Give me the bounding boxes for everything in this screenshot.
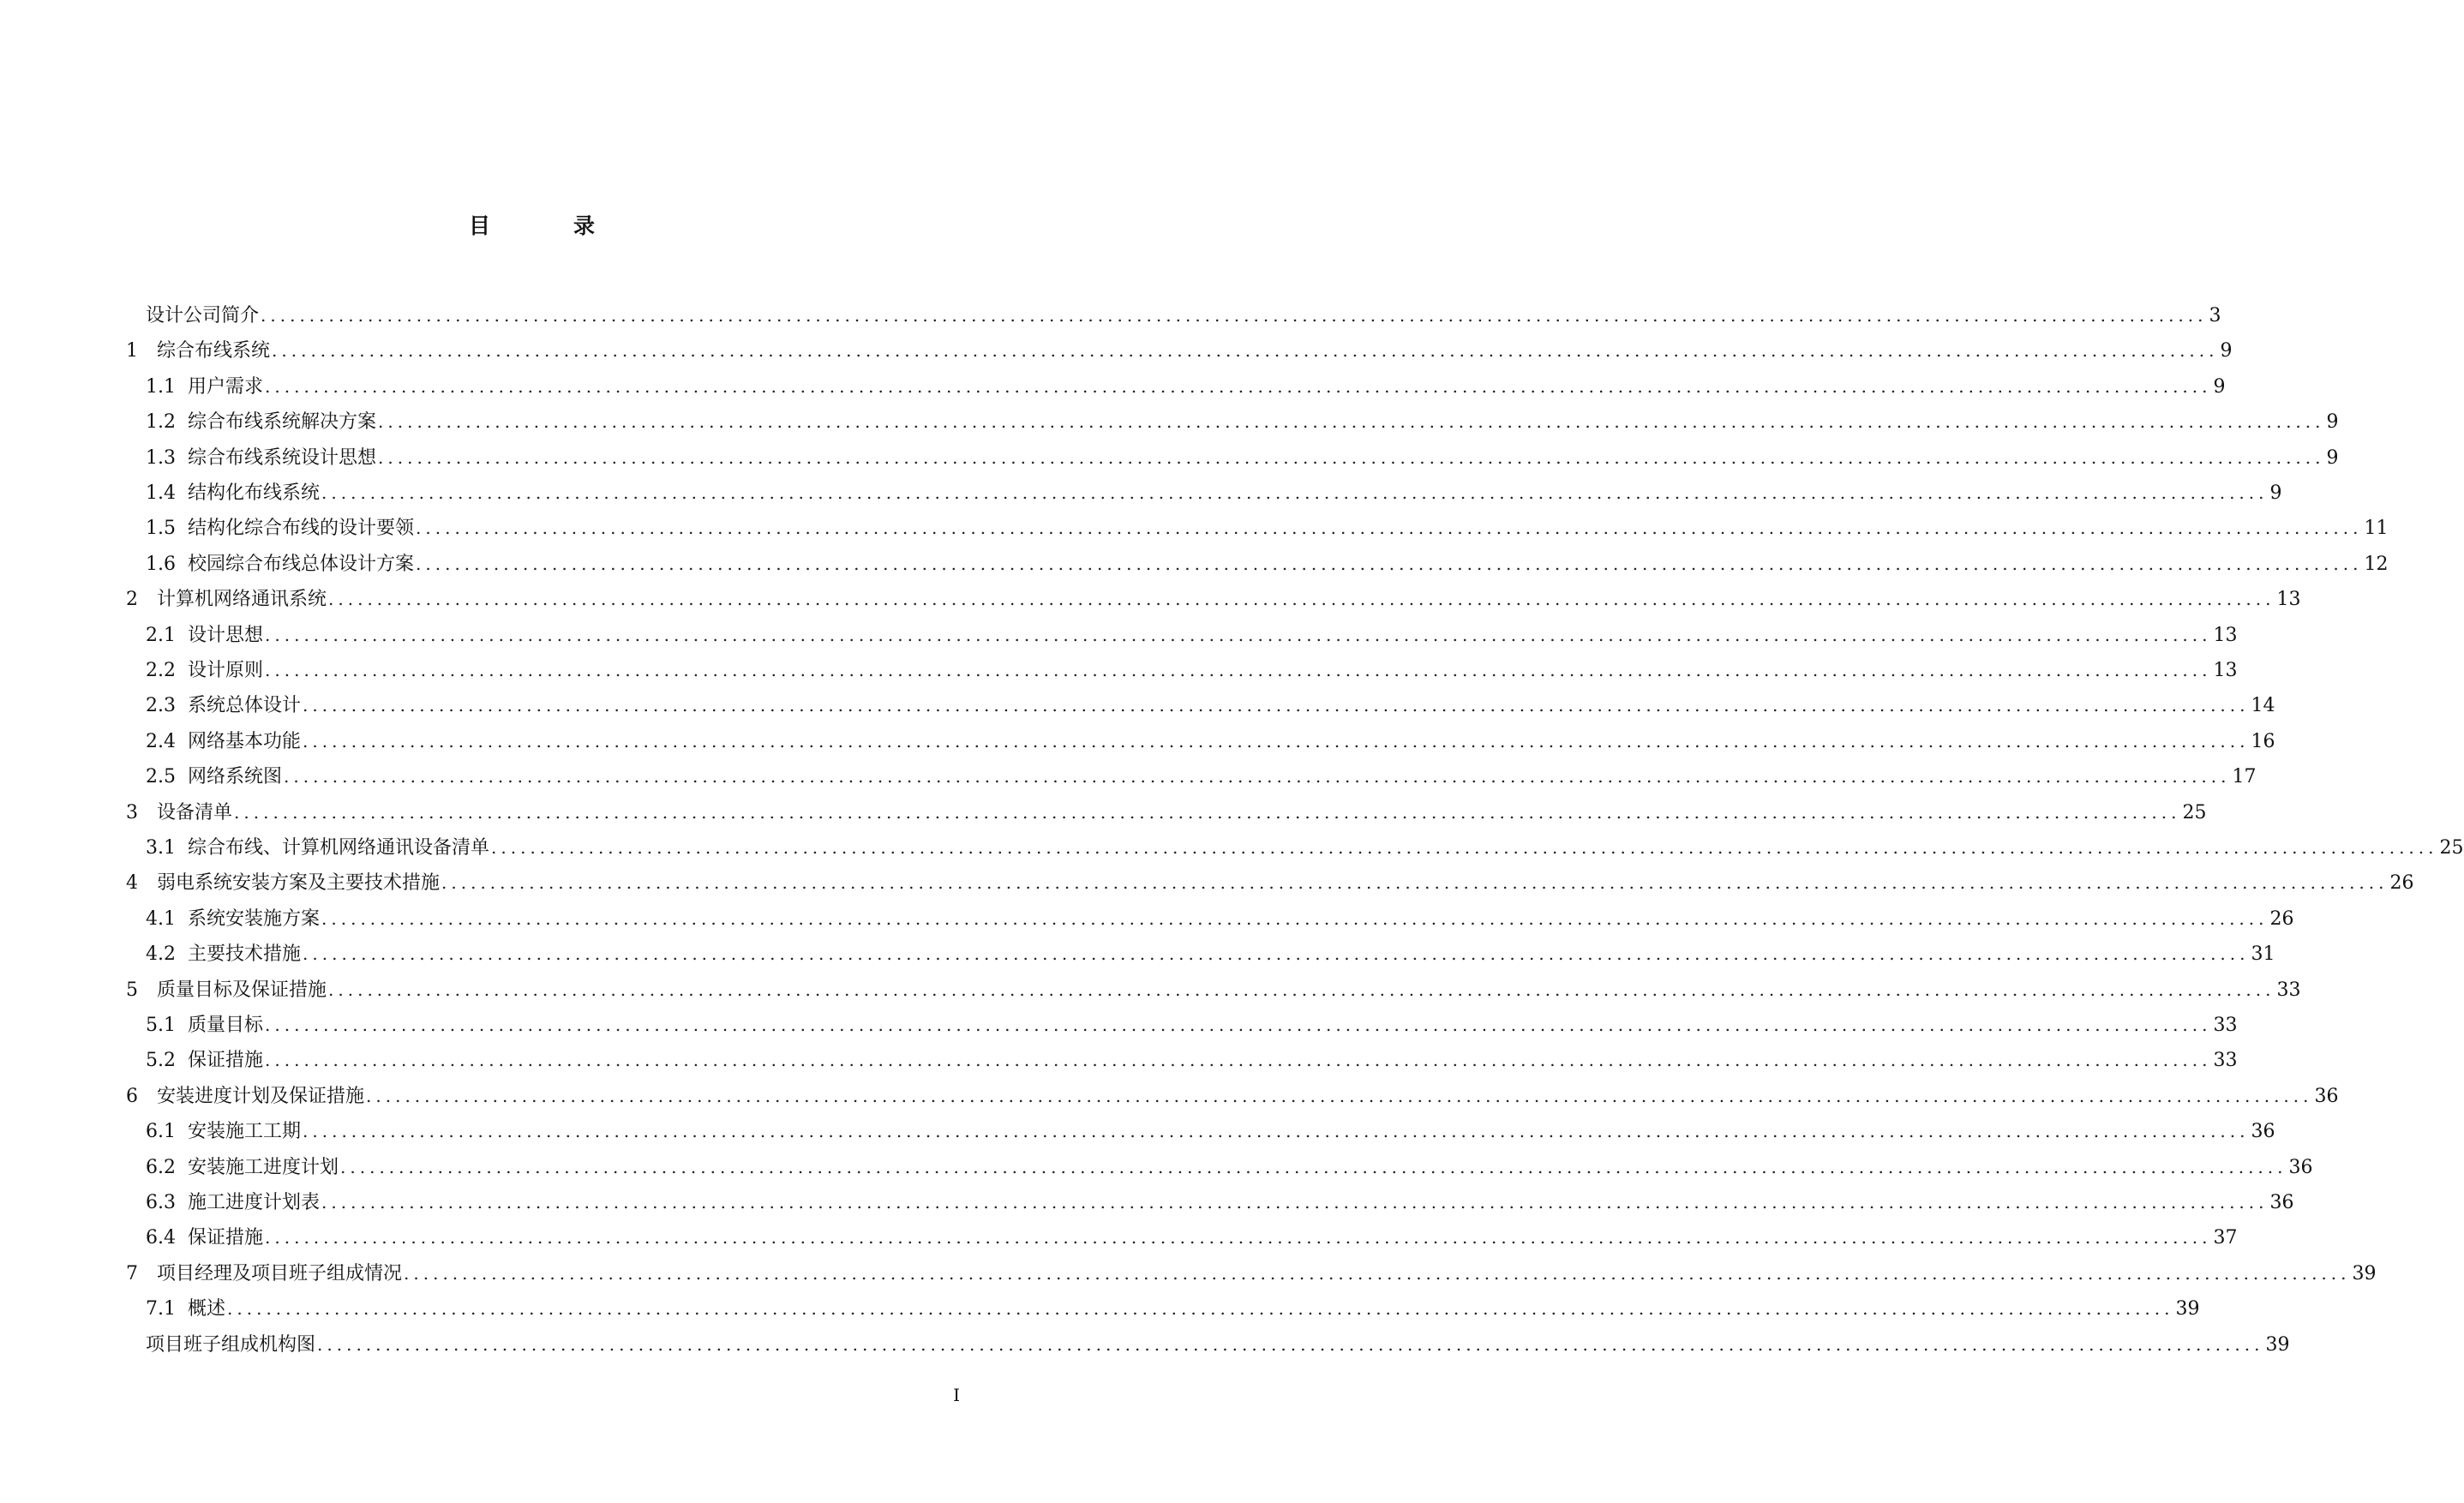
toc-leader-dots: ........................................................................................................................................................................................................: [321, 1192, 2269, 1213]
toc-leader-dots: ........................................................................................................................................................................................................: [265, 625, 2212, 645]
toc-entry[interactable]: [146, 728, 2275, 755]
toc-entry-label: 网络基本功能: [188, 731, 302, 752]
toc-entry-page: 14: [2251, 695, 2275, 716]
toc-entry-number: 6: [126, 1086, 138, 1107]
toc-leader-dots: ........................................................................................................................................................................................................: [321, 482, 2269, 503]
toc-entry-page: 36: [2314, 1086, 2339, 1107]
toc-entry-number: 2: [126, 589, 138, 610]
toc-entry-number: 4.1: [146, 908, 176, 930]
toc-entry-page: 37: [2213, 1227, 2238, 1249]
toc-entry[interactable]: [146, 1295, 2200, 1322]
toc-entry-number: 5: [126, 979, 138, 1001]
toc-entry-number: 5.1: [146, 1015, 176, 1036]
toc-leader-dots: ........................................................................................................................................................................................................: [265, 1015, 2212, 1035]
toc-leader-dots: ........................................................................................................................................................................................................: [303, 943, 2250, 964]
toc-entry-number: 2.3: [146, 695, 176, 716]
toc-leader-dots: ........................................................................................................................................................................................................: [265, 376, 2212, 397]
toc-entry-label: 弱电系统安装方案及主要技术措施: [157, 872, 441, 894]
toc-leader-dots: ........................................................................................................................................................................................................: [416, 518, 2363, 538]
toc-entry-number: 1.2: [146, 411, 176, 433]
toc-entry-number: 6.4: [146, 1227, 176, 1249]
toc-entry[interactable]: [146, 656, 2238, 684]
toc-entry-page: 12: [2364, 554, 2389, 575]
toc-entry-label: 设计原则: [188, 660, 264, 681]
toc-entry[interactable]: [146, 1153, 2313, 1181]
toc-entry[interactable]: [146, 621, 2238, 649]
toc-entry[interactable]: [146, 834, 2464, 861]
toc-entry-page: 36: [2288, 1157, 2313, 1178]
toc-entry-page: 13: [2213, 625, 2238, 646]
toc-entry-page: 25: [2182, 802, 2207, 823]
toc-entry-number: 1.1: [146, 376, 176, 398]
toc-entry-number: 6.3: [146, 1192, 176, 1213]
page-number: I: [953, 1385, 960, 1405]
toc-leader-dots: ........................................................................................................................................................................................................: [265, 1227, 2212, 1248]
toc-entry-label: 质量目标及保证措施: [157, 979, 327, 1001]
toc-leader-dots: ........................................................................................................................................................................................................: [227, 1298, 2174, 1319]
toc-leader-dots: ........................................................................................................................................................................................................: [404, 1263, 2351, 1284]
toc-entry-label: 结构化布线系统: [188, 482, 321, 504]
toc-entry-label: 概述: [188, 1298, 226, 1320]
toc-entry-label: 校园综合布线总体设计方案: [188, 554, 415, 575]
toc-entry[interactable]: [126, 976, 2301, 1003]
toc-entry-label: 结构化综合布线的设计要领: [188, 518, 415, 539]
toc-entry[interactable]: [126, 1260, 2377, 1287]
toc-leader-dots: ........................................................................................................................................................................................................: [416, 554, 2363, 574]
toc-entry-number: 4.2: [146, 943, 176, 965]
toc-entry-page: 9: [2326, 447, 2339, 469]
toc-entry[interactable]: [146, 1117, 2275, 1145]
toc-entry[interactable]: [146, 1224, 2238, 1251]
toc-leader-dots: ........................................................................................................................................................................................................: [234, 802, 2181, 823]
toc-leader-dots: ........................................................................................................................................................................................................: [303, 695, 2250, 716]
toc-entry-page: 36: [2269, 1192, 2294, 1213]
toc-entry-page: 13: [2213, 660, 2238, 681]
toc-entry-label: 网络系统图: [188, 766, 283, 787]
toc-entry-number: 1.3: [146, 447, 176, 469]
toc-entry-number: 2.1: [146, 625, 176, 646]
toc-entry-number: 6.1: [146, 1121, 176, 1142]
toc-entry-label: 综合布线系统: [157, 340, 271, 362]
toc-entry-label: 施工进度计划表: [188, 1192, 321, 1213]
toc-entry-label: 系统总体设计: [188, 695, 302, 716]
toc-entry-page: 3: [2209, 305, 2221, 326]
toc-entry[interactable]: [146, 940, 2275, 967]
toc-entry-number: 6.2: [146, 1157, 176, 1178]
toc-entry-page: 25: [2439, 837, 2464, 859]
toc-leader-dots: ........................................................................................................................................................................................................: [303, 731, 2250, 752]
toc-entry-label: 计算机网络通讯系统: [157, 589, 327, 610]
toc-entry-number: 2.4: [146, 731, 176, 752]
toc-entry-page: 33: [2213, 1050, 2238, 1071]
toc-leader-dots: ........................................................................................................................................................................................................: [303, 1121, 2250, 1141]
toc-entry[interactable]: [126, 799, 2207, 826]
toc-entry[interactable]: [146, 514, 2389, 542]
toc-entry-page: 17: [2232, 766, 2257, 787]
toc-leader-dots: ........................................................................................................................................................................................................: [366, 1086, 2313, 1106]
toc-entry[interactable]: [146, 1046, 2238, 1074]
toc-entry[interactable]: [146, 1331, 2290, 1358]
toc-entry-page: 9: [2269, 482, 2282, 504]
toc-entry[interactable]: [126, 869, 2414, 896]
toc-entry[interactable]: [146, 692, 2275, 719]
toc-entry-page: 9: [2220, 340, 2233, 362]
toc-entry-label: 用户需求: [188, 376, 264, 398]
toc-entry-label: 质量目标: [188, 1015, 264, 1036]
toc-entry-label: 项目班子组成机构图: [146, 1334, 316, 1356]
toc-entry-page: 39: [2265, 1334, 2290, 1356]
toc-leader-dots: ........................................................................................................................................................................................................: [340, 1157, 2287, 1177]
toc-entry-label: 综合布线系统设计思想: [188, 447, 377, 469]
toc-entry[interactable]: [146, 302, 2221, 329]
toc-entry-page: 26: [2269, 908, 2294, 930]
toc-leader-dots: ........................................................................................................................................................................................................: [328, 589, 2275, 609]
toc-entry-label: 设计公司简介: [146, 305, 260, 326]
toc-entry-label: 设备清单: [157, 802, 233, 823]
toc-entry[interactable]: [146, 373, 2226, 400]
toc-leader-dots: ........................................................................................................................................................................................................: [261, 305, 2208, 326]
toc-entry-page: 9: [2326, 411, 2339, 433]
toc-entry-number: 1.6: [146, 554, 176, 575]
toc-entry-label: 保证措施: [188, 1227, 264, 1249]
toc-entry[interactable]: [146, 550, 2389, 578]
toc-leader-dots: ........................................................................................................................................................................................................: [328, 979, 2275, 1000]
page-title: 目 录: [468, 213, 626, 238]
toc-entry-page: 9: [2213, 376, 2226, 398]
toc-entry-label: 系统安装施方案: [188, 908, 321, 930]
toc-leader-dots: ........................................................................................................................................................................................................: [317, 1334, 2264, 1355]
toc-entry-page: 36: [2251, 1121, 2275, 1142]
toc-leader-dots: ........................................................................................................................................................................................................: [378, 447, 2325, 468]
toc-leader-dots: ........................................................................................................................................................................................................: [321, 908, 2269, 929]
toc-entry-label: 主要技术措施: [188, 943, 302, 965]
toc-leader-dots: ........................................................................................................................................................................................................: [441, 872, 2389, 893]
toc-entry-label: 安装进度计划及保证措施: [157, 1086, 365, 1107]
toc-entry-number: 1.4: [146, 482, 176, 504]
toc-entry-number: 7: [126, 1263, 138, 1284]
toc-entry-page: 33: [2213, 1015, 2238, 1036]
toc-entry-number: 1: [126, 340, 138, 362]
toc-entry[interactable]: [146, 444, 2339, 471]
toc-entry-page: 39: [2352, 1263, 2377, 1284]
toc-entry[interactable]: [126, 1082, 2339, 1110]
toc-entry-number: 2.5: [146, 766, 176, 787]
toc-entry-label: 设计思想: [188, 625, 264, 646]
toc-entry[interactable]: [146, 1189, 2294, 1216]
toc-leader-dots: ........................................................................................................................................................................................................: [265, 1050, 2212, 1070]
toc-entry-number: 4: [126, 872, 138, 894]
toc-entry-label: 安装施工进度计划: [188, 1157, 339, 1178]
toc-entry-number: 3.1: [146, 837, 176, 859]
toc-entry-label: 项目经理及项目班子组成情况: [157, 1263, 403, 1284]
toc-entry-page: 13: [2276, 589, 2301, 610]
toc-entry-number: 2.2: [146, 660, 176, 681]
toc-entry[interactable]: [146, 763, 2257, 790]
toc-leader-dots: ........................................................................................................................................................................................................: [265, 660, 2212, 680]
toc-entry[interactable]: [126, 337, 2233, 364]
toc-entry-number: 7.1: [146, 1298, 176, 1320]
toc-entry-page: 11: [2364, 518, 2389, 539]
toc-entry[interactable]: [126, 585, 2301, 613]
toc-leader-dots: ........................................................................................................................................................................................................: [272, 340, 2219, 361]
toc-entry-number: 5.2: [146, 1050, 176, 1071]
toc-entry-page: 31: [2251, 943, 2275, 965]
toc-entry-number: 3: [126, 802, 138, 823]
toc-entry[interactable]: [146, 905, 2294, 932]
toc-entry-number: 1.5: [146, 518, 176, 539]
toc-entry-label: 综合布线系统解决方案: [188, 411, 377, 433]
toc-entry-page: 39: [2175, 1298, 2200, 1320]
toc-entry-label: 保证措施: [188, 1050, 264, 1071]
toc-leader-dots: ........................................................................................................................................................................................................: [491, 837, 2438, 858]
toc-entry[interactable]: [146, 408, 2339, 435]
toc-entry-page: 16: [2251, 731, 2275, 752]
toc-leader-dots: ........................................................................................................................................................................................................: [284, 766, 2231, 787]
toc-entry-label: 安装施工工期: [188, 1121, 302, 1142]
toc-entry[interactable]: [146, 479, 2282, 506]
toc-entry-page: 26: [2389, 872, 2414, 894]
toc-entry-label: 综合布线、计算机网络通讯设备清单: [188, 837, 490, 859]
toc-entry[interactable]: [146, 1011, 2238, 1039]
toc-entry-page: 33: [2276, 979, 2301, 1001]
toc-leader-dots: ........................................................................................................................................................................................................: [378, 411, 2325, 432]
